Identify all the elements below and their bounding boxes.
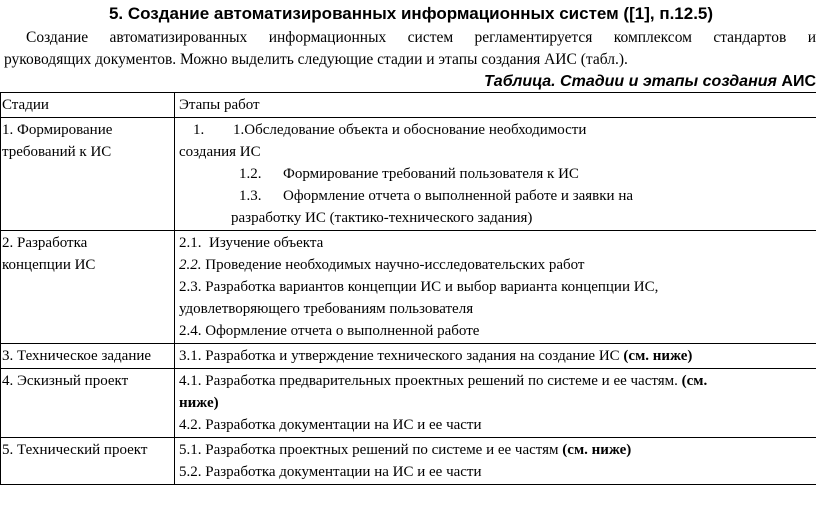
stage-line: 3. Техническое задание — [2, 348, 152, 364]
step-line: разработку ИС (тактико-технического задания) — [231, 210, 533, 226]
table-row — [1, 118, 816, 231]
step-number: 1. — [193, 122, 205, 138]
intro-line-1: Создание автоматизированных информационных систем регламентируется комплексом стандартов и — [26, 29, 816, 46]
stage-cell — [1, 344, 175, 369]
header-stages: Стадии — [1, 93, 175, 118]
header-steps: Этапы работ — [175, 93, 816, 118]
step-text: 5.1. Разработка проектных решений по системе и ее частям — [179, 442, 559, 458]
stages-table — [0, 92, 816, 485]
table-row — [1, 231, 816, 344]
step-line — [179, 232, 813, 254]
table-row — [1, 438, 816, 485]
step-text: Проведение необходимых научно-исследовательских работ — [205, 257, 585, 273]
step-number: 2.1. — [179, 235, 202, 251]
stage-line: 5. Технический проект — [2, 442, 148, 458]
steps-cell — [175, 231, 816, 344]
stage-line: 2. Разработка — [2, 235, 88, 251]
step-number: 1.3. — [239, 188, 262, 204]
stage-line: 1. Формирование — [2, 122, 113, 138]
steps-cell — [175, 118, 816, 231]
step-text: 1.Обследование объекта и обоснование необходимости — [233, 122, 587, 138]
table-caption-main: Таблица. Стадии и этапы создания — [484, 73, 777, 90]
step-text: 3.1. Разработка и утверждение технического задания на создание ИС — [179, 348, 620, 364]
see-below-note: ниже) — [179, 395, 219, 411]
step-line: 4.2. Разработка документации на ИС и ее части — [179, 417, 482, 433]
stage-line: требований к ИС — [2, 144, 112, 160]
step-line — [179, 119, 813, 141]
step-line — [179, 439, 813, 461]
step-line: создания ИС — [179, 144, 261, 160]
stage-line: концепции ИС — [2, 257, 96, 273]
step-text: Формирование требований пользователя к ИС — [283, 166, 579, 182]
step-number: 2.2. — [179, 257, 202, 273]
stage-line: 4. Эскизный проект — [2, 373, 129, 389]
step-line — [179, 370, 813, 392]
steps-cell — [175, 369, 816, 438]
step-line: удовлетворяющего требованиям пользователя — [179, 301, 474, 317]
stage-cell — [1, 369, 175, 438]
step-line: 2.3. Разработка вариантов концепции ИС и выбор варианта концепции ИС, — [179, 279, 659, 295]
stage-cell — [1, 438, 175, 485]
step-text: Изучение объекта — [209, 235, 324, 251]
steps-cell — [175, 438, 816, 485]
intro-line-2: руководящих документов. Можно выделить следующие стадии и этапы создания АИС (табл.). — [4, 51, 628, 68]
steps-cell — [175, 344, 816, 369]
see-below-note: (см. ниже) — [623, 348, 693, 364]
section-heading: 5. Создание автоматизированных информационных систем ([1], п.12.5) — [108, 4, 714, 23]
step-text: 4.1. Разработка предварительных проектных решений по системе и ее частям. — [179, 373, 678, 389]
step-line — [179, 345, 813, 367]
table-caption-tail: АИС — [781, 73, 816, 90]
step-line: 5.2. Разработка документации на ИС и ее части — [179, 464, 482, 480]
step-line — [179, 163, 813, 185]
table-caption — [484, 71, 816, 93]
step-number: 1.2. — [239, 166, 262, 182]
step-line — [179, 392, 813, 414]
step-line: 2.4. Оформление отчета о выполненной работе — [179, 323, 480, 339]
step-line — [179, 254, 813, 276]
see-below-note: (см. — [681, 373, 708, 389]
table-row — [1, 344, 816, 369]
intro-paragraph — [4, 27, 816, 71]
stage-cell — [1, 118, 175, 231]
stage-cell — [1, 231, 175, 344]
step-text: Оформление отчета о выполненной работе и заявки на — [283, 188, 634, 204]
table-row — [1, 369, 816, 438]
see-below-note: (см. ниже) — [562, 442, 632, 458]
step-line — [179, 185, 813, 207]
table-header-row — [1, 93, 816, 118]
